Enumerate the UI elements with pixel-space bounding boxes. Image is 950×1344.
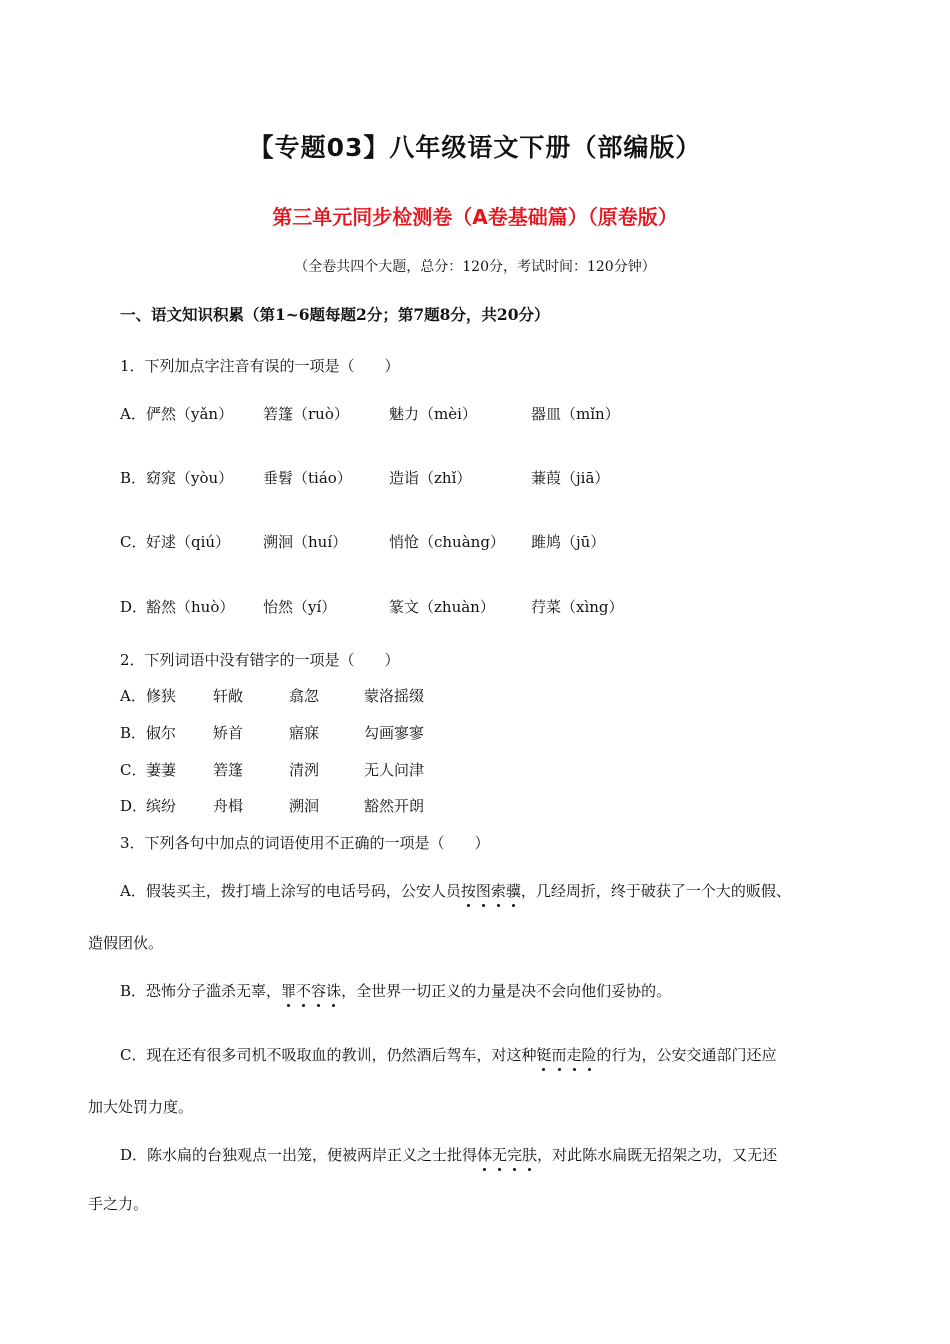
q3-option-d-continuation: 手之力。	[88, 1195, 149, 1213]
dotted-phrase: 罪不容诛	[281, 982, 342, 1000]
q3-option-b	[120, 980, 671, 1001]
q2-option-d-word: 溯洄	[289, 797, 320, 815]
q2-option-a-word: 翕忽	[289, 687, 320, 705]
q2-option-a-label: A．	[120, 687, 146, 705]
q2-option-d-word: 缤纷	[146, 797, 177, 815]
q3-option-c-text: 的行为，公安交通部门还应	[596, 1046, 777, 1064]
dotted-phrase: 体无完肤	[477, 1146, 538, 1164]
q1-option-c-item: 好逑（qiú）	[146, 533, 231, 551]
q1-option-c-label: C．	[120, 533, 147, 551]
q1-option-a-item: 俨然（yǎn）	[146, 405, 234, 423]
dotted-phrase: 铤而走险	[536, 1046, 597, 1064]
q3-option-a-text: ，几经周折，终于破获了一个大的贩假、	[520, 882, 791, 900]
dotted-phrase: 按图索骥	[460, 882, 521, 900]
exam-info: （全卷共四个大题，总分：120分，考试时间：120分钟）	[294, 259, 656, 275]
q1-option-a-label: A．	[120, 405, 146, 423]
question-3-stem: 3．下列各句中加点的词语使用不正确的一项是（ ）	[120, 834, 490, 852]
q1-option-b-item: 蒹葭（jiā）	[531, 469, 610, 487]
q3-option-a-continuation: 造假团伙。	[88, 934, 164, 952]
q1-option-a-item: 箬篷（ruò）	[263, 405, 349, 423]
q1-option-c-item: 溯洄（huí）	[263, 533, 348, 551]
q3-option-c-continuation: 加大处罚力度。	[88, 1098, 194, 1116]
q2-option-a-word: 修狭	[146, 687, 177, 705]
section-heading: 一、语文知识积累（第1~6题每题2分；第7题8分，共20分）	[120, 305, 550, 324]
q1-option-d-item: 豁然（huò）	[146, 598, 235, 616]
q3-option-c-text: C．现在还有很多司机不吸取血的教训，仍然酒后驾车，对这种	[120, 1046, 537, 1064]
document-title: 【专题03】八年级语文下册（部编版）	[248, 133, 702, 162]
q1-option-b-item: 造诣（zhǐ）	[389, 469, 472, 487]
q3-option-b-text: ，全世界一切正义的力量是决不会向他们妥协的。	[341, 982, 672, 1000]
q2-option-d-label: D．	[120, 797, 148, 815]
q3-option-d-text: D．陈水扁的台独观点一出笼，便被两岸正义之士批得	[120, 1146, 478, 1164]
q3-option-c	[120, 1044, 777, 1065]
q2-option-c-word: 无人问津	[364, 761, 425, 779]
document-subtitle: 第三单元同步检测卷（A卷基础篇）（原卷版）	[272, 205, 678, 229]
q2-option-b-word: 寤寐	[289, 724, 320, 742]
q2-option-d-word: 豁然开朗	[364, 797, 425, 815]
q2-option-b-label: B．	[120, 724, 147, 742]
q1-option-a-item: 魅力（mèi）	[389, 405, 477, 423]
q2-option-a-word: 轩敞	[213, 687, 244, 705]
q2-option-a-word: 蒙洛摇缀	[364, 687, 425, 705]
q2-option-c-label: C．	[120, 761, 147, 779]
q1-option-d-item: 荇菜（xìng）	[531, 598, 624, 616]
q1-option-b-item: 窈窕（yòu）	[146, 469, 234, 487]
q3-option-d	[120, 1144, 777, 1165]
q1-option-d-item: 篆文（zhuàn）	[389, 598, 495, 616]
q1-option-a-item: 器皿（mǐn）	[531, 405, 620, 423]
q1-option-d-item: 怡然（yí）	[263, 598, 337, 616]
q3-option-a-text: A．假装买主，拨打墙上涂写的电话号码，公安人员	[120, 882, 461, 900]
q1-option-b-label: B．	[120, 469, 147, 487]
q1-option-d-label: D．	[120, 598, 148, 616]
q2-option-c-word: 清洌	[289, 761, 320, 779]
q2-option-c-word: 萋萋	[146, 761, 177, 779]
q2-option-b-word: 矫首	[213, 724, 244, 742]
question-2-stem: 2．下列词语中没有错字的一项是（ ）	[120, 651, 400, 669]
q2-option-b-word: 勾画寥寥	[364, 724, 425, 742]
q2-option-d-word: 舟楫	[213, 797, 244, 815]
q3-option-b-text: B．恐怖分子滥杀无辜，	[120, 982, 282, 1000]
q1-option-c-item: 悄怆（chuàng）	[389, 533, 505, 551]
q1-option-b-item: 垂髫（tiáo）	[263, 469, 352, 487]
q2-option-b-word: 俶尔	[146, 724, 177, 742]
question-1-stem: 1．下列加点字注音有误的一项是（ ）	[120, 357, 400, 375]
q3-option-a	[120, 880, 791, 901]
q1-option-c-item: 雎鸠（jū）	[531, 533, 606, 551]
q2-option-c-word: 箬篷	[213, 761, 244, 779]
q3-option-d-text: ，对此陈水扁既无招架之功，又无还	[537, 1146, 778, 1164]
